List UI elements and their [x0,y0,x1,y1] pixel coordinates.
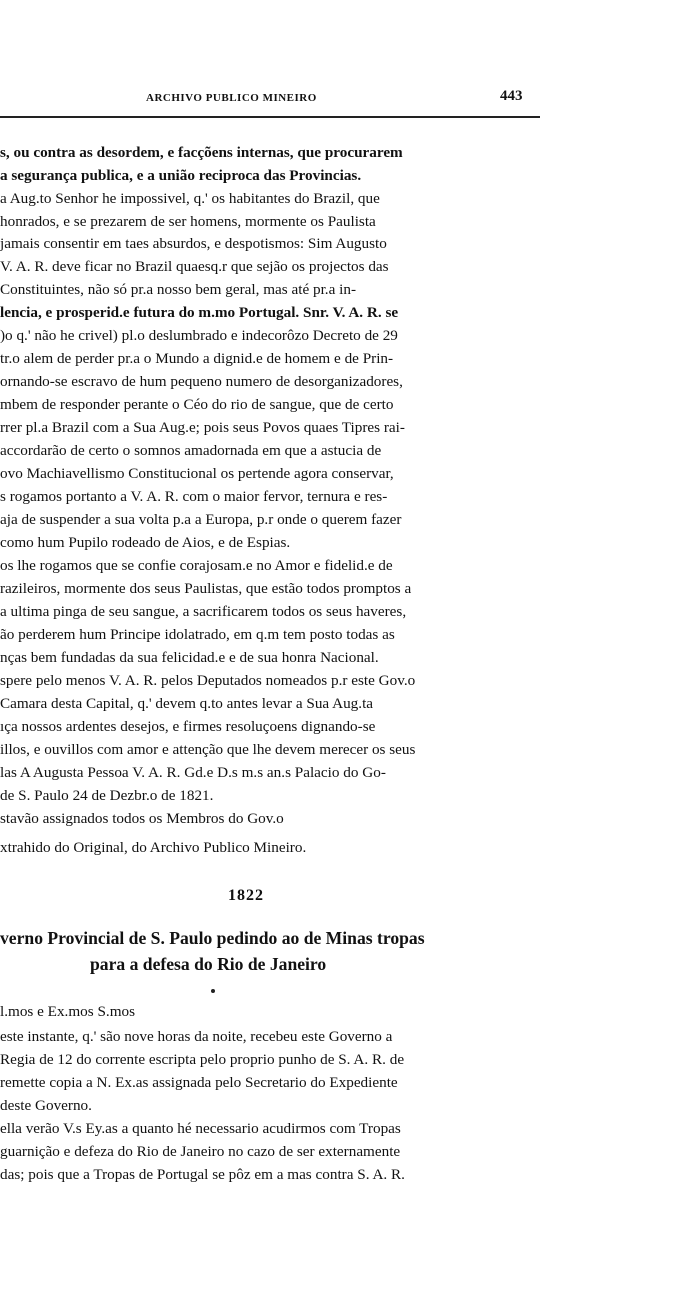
ornament-dot [211,989,215,993]
text-line: este instante, q.' são nove horas da noite, recebeu este Governo a [0,1028,393,1045]
text-line: ıça nossos ardentes desejos, e firmes resoluçoens dignando-se [0,718,376,735]
text-line: accordarão de certo o somnos amadornada em que a astucia de [0,442,382,459]
text-line: de S. Paulo 24 de Dezbr.o de 1821. [0,787,214,804]
text-line: guarnição e defeza do Rio de Janeiro no cazo de ser externamente [0,1143,401,1160]
text-line: a Aug.to Senhor he impossivel, q.' os habitantes do Brazil, que [0,190,380,207]
text-line: nças bem fundadas da sua felicidad.e e de sua honra Nacional. [0,649,379,666]
text-line: V. A. R. deve ficar no Brazil quaesq.r que sejão os projectos das [0,258,389,275]
text-line: ornando-se escravo de hum pequeno numero de desorganizadores, [0,373,403,390]
text-line: a ultima pinga de seu sangue, a sacrificarem todos os seus haveres, [0,603,407,620]
page-number: 443 [500,88,523,104]
text-line: das; pois que a Tropas de Portugal se pôz em a mas contra S. A. R. [0,1166,405,1183]
text-line: jamais consentir em taes absurdos, e despotismos: Sim Augusto [0,235,387,252]
header-rule [0,116,540,118]
text-line: lencia, e prosperid.e futura do m.mo Portugal. Snr. V. A. R. se [0,304,399,321]
text-line: honrados, e se prezarem de ser homens, mormente os Paulista [0,213,376,230]
text-line: rrer pl.a Brazil com a Sua Aug.e; pois seus Povos quaes Tipres rai- [0,419,405,436]
text-line: las A Augusta Pessoa V. A. R. Gd.e D.s m.s an.s Palacio do Go- [0,764,386,781]
text-line: spere pelo menos V. A. R. pelos Deputados nomeados p.r este Gov.o [0,672,416,689]
text-line: s, ou contra as desordem, e facçõens internas, que procurarem [0,144,403,161]
text-line: )o q.' não he crivel) pl.o deslumbrado e indecorôzo Decreto de 29 [0,327,398,344]
text-line: aja de suspender a sua volta p.a a Europa, p.r onde o querem fazer [0,511,402,528]
text-line: deste Governo. [0,1097,92,1114]
running-head: ARCHIVO PUBLICO MINEIRO [146,92,317,104]
text-line: Camara desta Capital, q.' devem q.to antes levar a Sua Aug.ta [0,695,374,712]
text-line: ella verão V.s Ey.as a quanto hé necessario acudirmos com Tropas [0,1120,401,1137]
page-header [0,86,560,110]
text-line: Regia de 12 do corrente escripta pelo proprio punho de S. A. R. de [0,1051,405,1068]
text-line: razileiros, mormente dos seus Paulistas, que estão todos promptos a [0,580,412,597]
text-line: como hum Pupilo rodeado de Aios, e de Espias. [0,534,291,551]
text-line: os lhe rogamos que se confie corajosam.e no Amor e fidelid.e de [0,557,393,574]
text-line: s rogamos portanto a V. A. R. com o maior fervor, ternura e res- [0,488,388,505]
section-year: 1822 [228,887,264,904]
section-title-line-2: para a defesa do Rio de Janeiro [90,954,327,974]
text-line: stavão assignados todos os Membros do Gov.o [0,810,284,827]
source-note: xtrahido do Original, do Archivo Publico Mineiro. [0,839,307,856]
text-line: illos, e ouvillos com amor e attenção que lhe devem merecer os seus [0,741,416,758]
salutation: l.mos e Ex.mos S.mos [0,1003,136,1020]
text-line: tr.o alem de perder pr.a o Mundo a dignid.e de homem e de Prin- [0,350,394,367]
text-line: a segurança publica, e a união reciproca das Provincias. [0,167,362,184]
section-title-line-1: verno Provincial de S. Paulo pedindo ao de Minas tropas [0,928,425,948]
text-line: Constituintes, não só pr.a nosso bem geral, mas até pr.a in- [0,281,357,298]
text-line: ão perderem hum Principe idolatrado, em q.m tem posto todas as [0,626,395,643]
text-line: remette copia a N. Ex.as assignada pelo Secretario do Expediente [0,1074,398,1091]
text-line: ovo Machiavellismo Constitucional os pertende agora conservar, [0,465,394,482]
text-line: mbem de responder perante o Céo do rio de sangue, que de certo [0,396,394,413]
